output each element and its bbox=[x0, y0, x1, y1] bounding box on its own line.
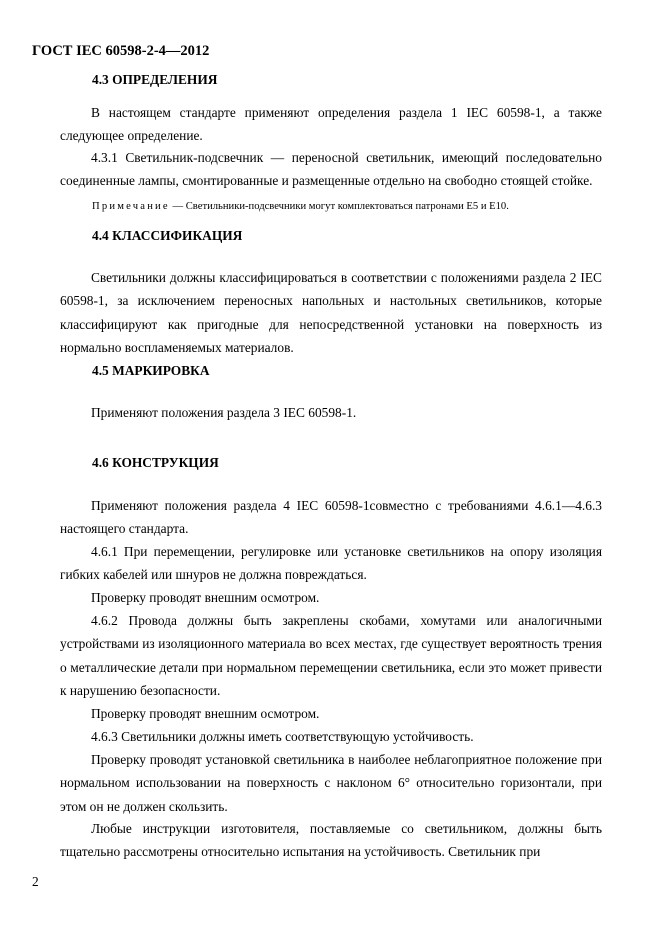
section-heading: 4.6 КОНСТРУКЦИЯ bbox=[92, 455, 219, 470]
paragraph: Светильники должны классифицироваться в соответствии с положениями раздела 2 IEC 60598-1, за исключением переносных напольных и настольных светильников, которые классифицируют как пригодные для непосредственной установки на поверхность из нормально воспламеняемых материалов. bbox=[60, 270, 602, 356]
paragraph: Применяют положения раздела 3 IEC 60598-1. bbox=[91, 405, 357, 420]
page-number: 2 bbox=[32, 874, 39, 889]
paragraph: 4.6.2 Провода должны быть закреплены скобами, хомутами или аналогичными устройствами из изоляционного материала во всех местах, где существует вероятность трения о металлические детали при нормальном перемещении светильника, если это может привести к нарушению безопасности. bbox=[60, 613, 602, 699]
document-header: ГОСТ IEC 60598-2-4—2012 bbox=[32, 43, 210, 59]
paragraph: 4.6.3 Светильники должны иметь соответствующую устойчивость. bbox=[91, 729, 474, 744]
paragraph: Проверку проводят внешним осмотром. bbox=[91, 590, 320, 605]
paragraph: 4.3.1 Светильник-подсвечник — переносной светильник, имеющий последовательно соединенные лампы, смонтированные и размещенные отдельно на свободно стоящей стойке. bbox=[60, 150, 602, 189]
note-text: — Светильники-подсвечники могут комплектоваться патронами E5 и E10. bbox=[169, 201, 509, 212]
paragraph: Любые инструкции изготовителя, поставляемые со светильником, должны быть тщательно рассмотрены относительно испытания на устойчивость. Светильник при bbox=[60, 821, 602, 860]
paragraph: Проверку проводят установкой светильника в наиболее неблагоприятное положение при нормальном использовании на поверхность с наклоном 6° относительно горизонтали, при этом он не должен скользить. bbox=[60, 752, 602, 814]
section-heading: 4.4 КЛАССИФИКАЦИЯ bbox=[92, 228, 243, 243]
note bbox=[92, 201, 509, 212]
paragraph: 4.6.1 При перемещении, регулировке или установке светильников на опору изоляция гибких кабелей или шнуров не должна повреждаться. bbox=[60, 544, 602, 583]
paragraph: Проверку проводят внешним осмотром. bbox=[91, 706, 320, 721]
paragraph: В настоящем стандарте применяют определения раздела 1 IEC 60598-1, а также следующее определение. bbox=[60, 105, 602, 144]
section-heading: 4.5 МАРКИРОВКА bbox=[92, 363, 210, 378]
paragraph: Применяют положения раздела 4 IEC 60598-1совместно с требованиями 4.6.1—4.6.3 настоящего стандарта. bbox=[60, 498, 602, 537]
note-label: Примечание bbox=[92, 201, 170, 212]
section-heading: 4.3 ОПРЕДЕЛЕНИЯ bbox=[92, 72, 218, 87]
